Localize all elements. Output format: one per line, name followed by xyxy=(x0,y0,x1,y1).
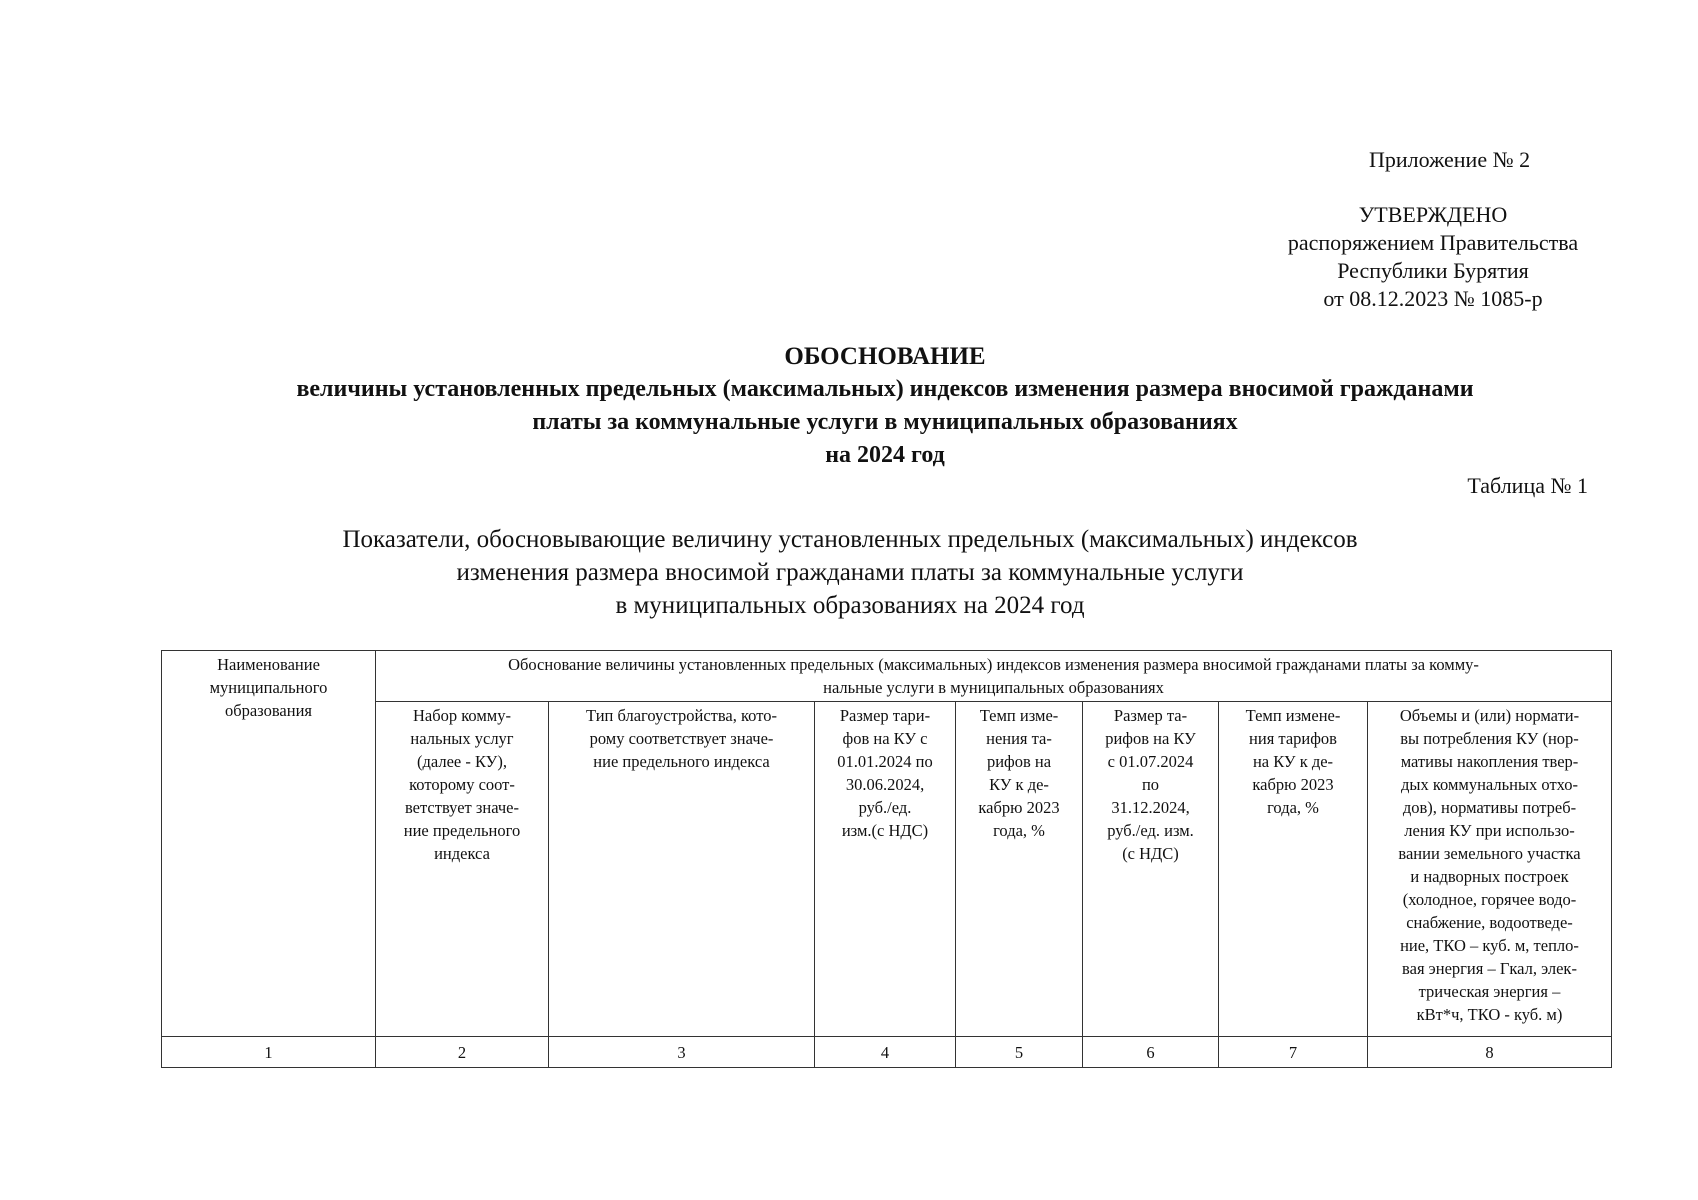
header-col-3 xyxy=(549,702,815,1037)
approved-label: УТВЕРЖДЕНО xyxy=(1358,202,1508,227)
header-row-sub xyxy=(162,702,1612,1037)
header-col-8-text: Объемы и (или) нормати- вы потребления КУ (нор- мативы накопления твер- дых коммунальных отхо- дов), нормативы потреб- ления КУ при использо- вании земельного участка и надворных построек (холодное, горячее водо- снабжение, водоотведе- ние, ТКО – куб. м, тепло- вая энергия – Гкал, элек- трическая энергия – кВт*ч, ТКО - куб. м) xyxy=(1398,706,1581,1024)
title-line-3: на 2024 год xyxy=(825,442,945,468)
column-number: 1 xyxy=(162,1037,376,1068)
title-main: ОБОСНОВАНИЕ xyxy=(784,343,986,370)
column-number: 4 xyxy=(815,1037,956,1068)
column-number: 3 xyxy=(549,1037,815,1068)
header-col-5 xyxy=(956,702,1083,1037)
data-table xyxy=(161,650,1612,1068)
header-col-6-text: Размер та- рифов на КУ с 01.07.2024 по 31.12.2024, руб./ед. изм. (с НДС) xyxy=(1105,706,1196,863)
header-col-5-text: Темп изме- нения та- рифов на КУ к де- кабрю 2023 года, % xyxy=(978,706,1060,840)
column-number: 5 xyxy=(956,1037,1083,1068)
header-col-6 xyxy=(1083,702,1219,1037)
table-subtitle xyxy=(200,523,1500,622)
header-col-8 xyxy=(1368,702,1612,1037)
header-group xyxy=(376,651,1612,702)
approval-line-1: распоряжением Правительства xyxy=(1287,230,1579,255)
column-number: 7 xyxy=(1219,1037,1368,1068)
approval-line-3: от 08.12.2023 № 1085-р xyxy=(1323,286,1543,311)
column-number: 2 xyxy=(376,1037,549,1068)
header-col-2 xyxy=(376,702,549,1037)
header-col-4-text: Размер тари- фов на КУ с 01.01.2024 по 30.06.2024, руб./ед. изм.(с НДС) xyxy=(837,706,933,840)
subtitle-line-3: в муниципальных образованиях на 2024 год xyxy=(615,592,1085,619)
header-group-text: Обоснование величины установленных предельных (максимальных) индексов изменения размера вносимой гражданами платы за комму- нальные услуги в муниципальных образованиях xyxy=(508,655,1479,697)
column-number: 6 xyxy=(1083,1037,1219,1068)
table-label: Таблица № 1 xyxy=(1467,473,1588,498)
header-col-7-text: Темп измене- ния тарифов на КУ к де- кабрю 2023 года, % xyxy=(1245,706,1341,817)
document-title xyxy=(150,340,1620,472)
header-municipality-text: Наименование муниципального образования xyxy=(209,655,328,720)
header-municipality xyxy=(162,651,376,1037)
header-col-2-text: Набор комму- нальных услуг (далее - КУ), которому соот- ветствует значе- ние предельного индекса xyxy=(403,706,521,863)
title-line-1: величины установленных предельных (максимальных) индексов изменения размера вносимой гражданами xyxy=(296,376,1474,402)
header-col-4 xyxy=(815,702,956,1037)
annex-number: Приложение № 2 xyxy=(1369,147,1531,172)
approval-stamp xyxy=(1263,201,1603,313)
title-line-2: платы за коммунальные услуги в муниципальных образованиях xyxy=(532,409,1238,435)
header-row-group xyxy=(162,651,1612,702)
approval-line-2: Республики Бурятия xyxy=(1337,258,1529,283)
subtitle-line-1: Показатели, обосновывающие величину установленных предельных (максимальных) индексов xyxy=(342,526,1358,553)
column-number: 8 xyxy=(1368,1037,1612,1068)
header-col-3-text: Тип благоустройства, кото- рому соответствует значе- ние предельного индекса xyxy=(586,706,777,771)
column-number-row xyxy=(162,1037,1612,1068)
header-col-7 xyxy=(1219,702,1368,1037)
subtitle-line-2: изменения размера вносимой гражданами платы за коммунальные услуги xyxy=(456,559,1244,586)
